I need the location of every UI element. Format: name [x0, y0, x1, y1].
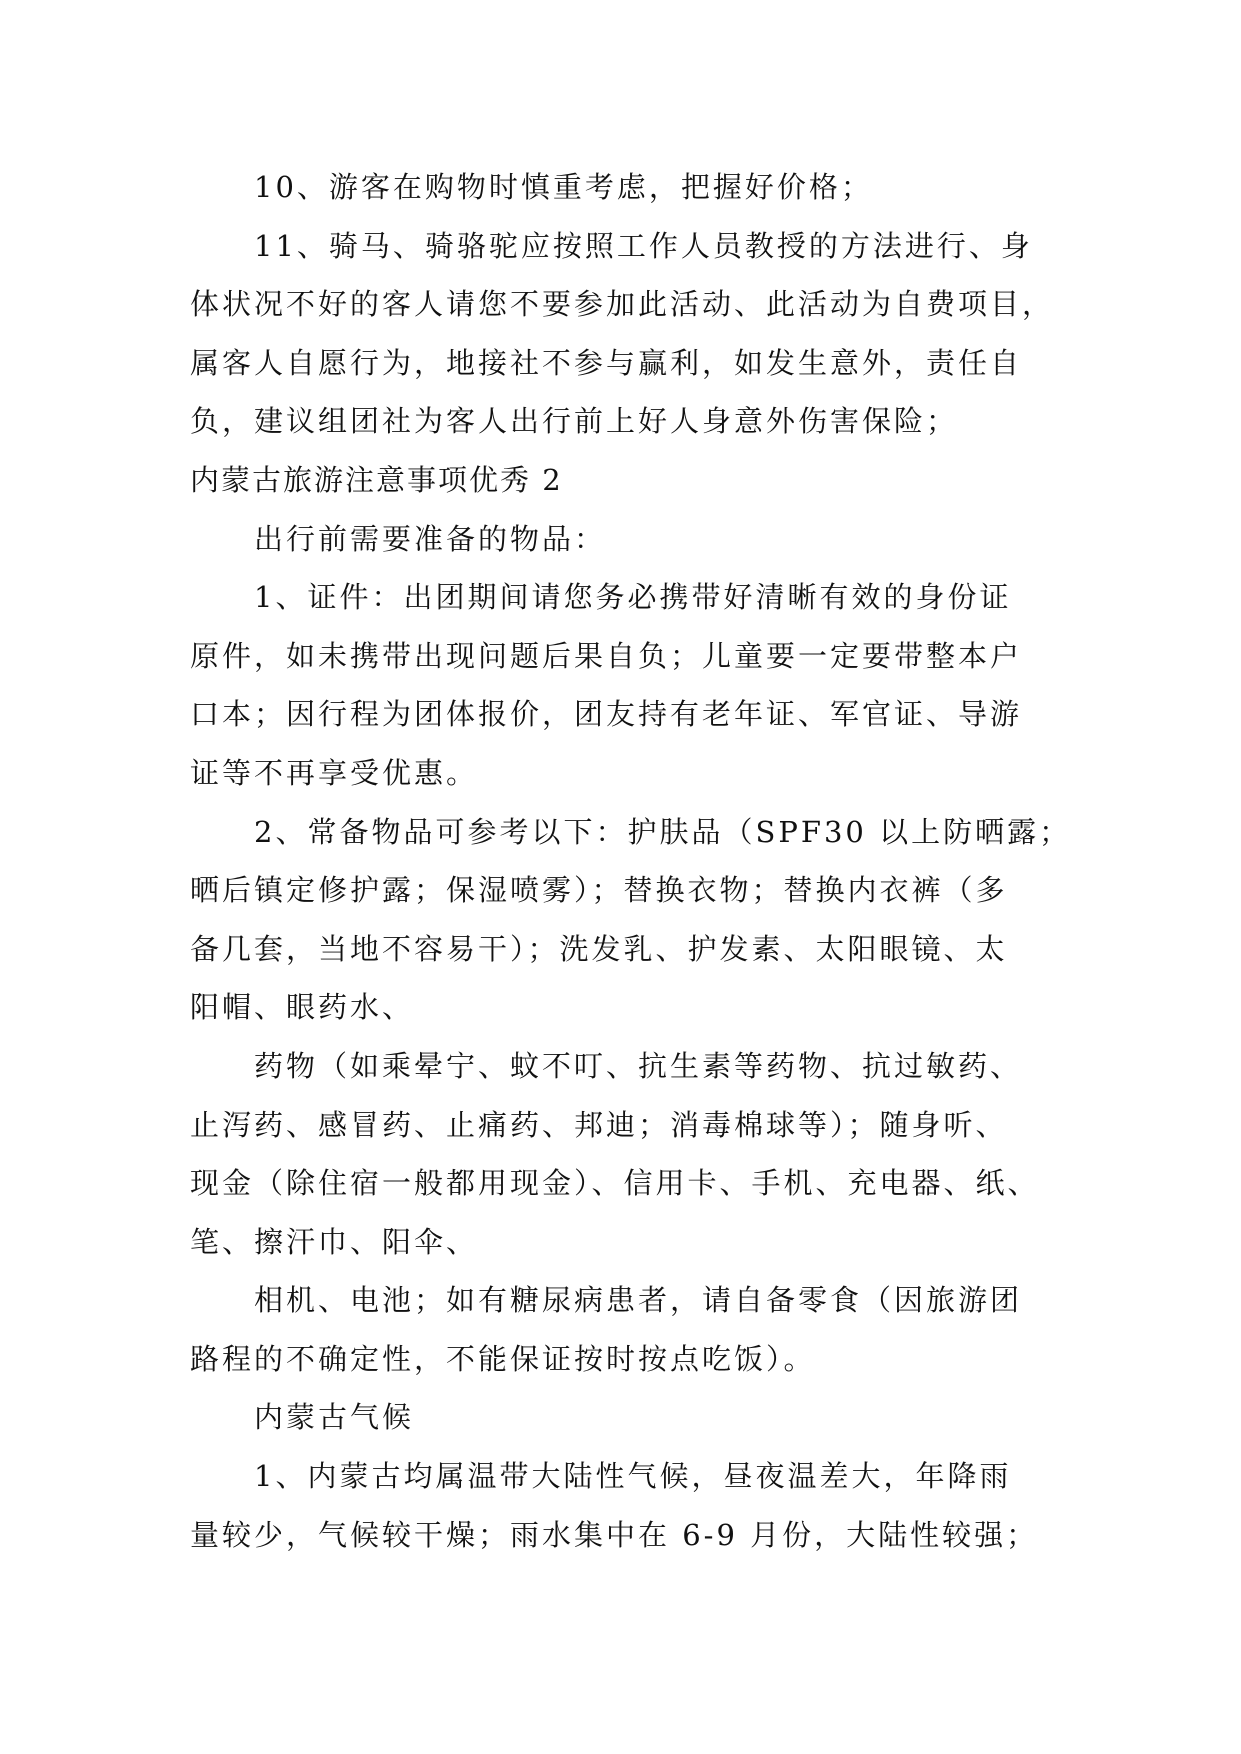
paragraph-line: 量较少，气候较干燥；雨水集中在 6-9 月份，大陆性较强；: [190, 1517, 1039, 1552]
paragraph-line: 现金（除住宿一般都用现金）、信用卡、手机、充电器、纸、: [190, 1166, 1040, 1201]
paragraph-line: 笔、擦汗巾、阳伞、: [190, 1224, 479, 1259]
paragraph-line: 原件，如未携带出现问题后果自负；儿童要一定要带整本户: [190, 638, 1023, 673]
paragraph-line: 备几套，当地不容易干）；洗发乳、护发素、太阳眼镜、太: [190, 931, 1008, 966]
paragraph-line: 10、游客在购物时慎重考虑，把握好价格；: [254, 170, 873, 204]
section-heading: 内蒙古旅游注意事项优秀 2: [190, 462, 563, 497]
paragraph-line: 晒后镇定修护露；保湿喷雾）；替换衣物；替换内衣裤（多: [190, 873, 1008, 908]
paragraph-line: 止泻药、感冒药、止痛药、邦迪；消毒棉球等）；随身听、: [190, 1107, 1008, 1142]
paragraph-line: 药物（如乘晕宁、蚊不叮、抗生素等药物、抗过敏药、: [254, 1048, 1023, 1083]
paragraph-line: 1、内蒙古均属温带大陆性气候，昼夜温差大，年降雨: [254, 1459, 1012, 1494]
paragraph-line: 证等不再享受优惠。: [190, 755, 479, 790]
paragraph-line: 相机、电池；如有糖尿病患者，请自备零食（因旅游团: [254, 1283, 1023, 1318]
paragraph-line: 口本；因行程为团体报价，团友持有老年证、军官证、导游: [190, 697, 1023, 732]
paragraph-line: 属客人自愿行为，地接社不参与赢利，如发生意外，责任自: [190, 345, 1023, 380]
paragraph-line: 1、证件：出团期间请您务必携带好清晰有效的身份证: [254, 580, 1012, 615]
paragraph-line: 2、常备物品可参考以下：护肤品（SPF30 以上防晒露；: [254, 814, 1072, 849]
paragraph-line: 体状况不好的客人请您不要参加此活动、此活动为自费项目，: [190, 287, 1055, 322]
document-body: [190, 158, 1090, 1564]
section-subheading: 内蒙古气候: [254, 1400, 415, 1435]
paragraph-line: 负，建议组团社为客人出行前上好人身意外伤害保险；: [190, 404, 959, 439]
paragraph-line: 阳帽、眼药水、: [190, 990, 415, 1025]
paragraph-line: 路程的不确定性，不能保证按时按点吃饭）。: [190, 1341, 816, 1376]
paragraph-line: 出行前需要准备的物品：: [254, 521, 607, 556]
paragraph-line: 11、骑马、骑骆驼应按照工作人员教授的方法进行、身: [254, 228, 1033, 263]
